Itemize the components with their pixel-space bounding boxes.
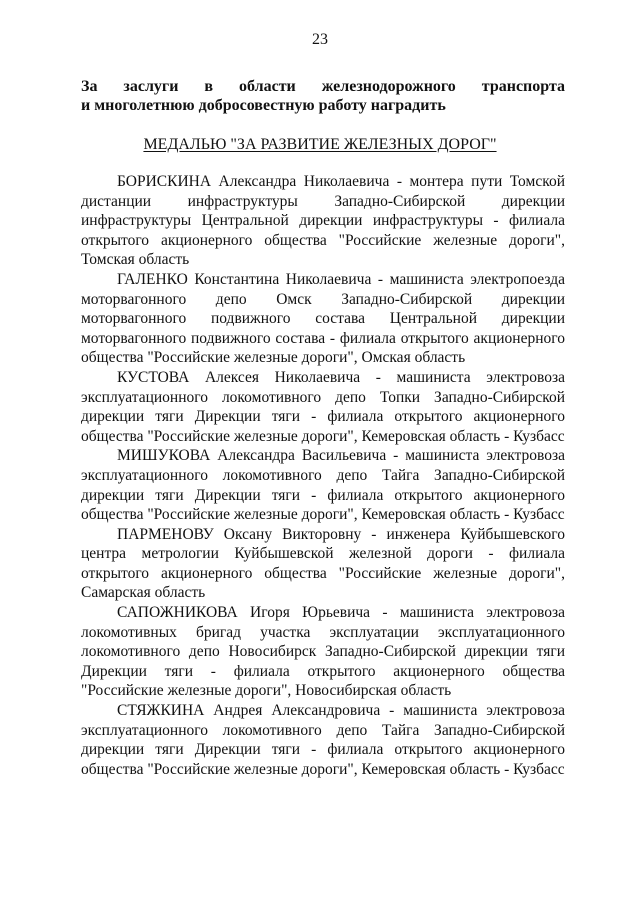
awardee-list (81, 172, 565, 779)
awardee-entry-mishukov: МИШУКОВА Александра Васильевича - машиниста электровоза эксплуатационного локомотивного депо Тайга Западно-Сибирской дирекции тяги Дирекции тяги - филиала открытого акционерного общества "Российские железные дороги", Кемеровская область - Кузбасс (81, 447, 565, 524)
page-number: 23 (312, 31, 328, 48)
heading-line-1: За заслуги в области железнодорожного транспорта (81, 78, 565, 95)
decree-heading (81, 77, 565, 115)
award-title: МЕДАЛЬЮ "ЗА РАЗВИТИЕ ЖЕЛЕЗНЫХ ДОРОГ" (143, 136, 497, 153)
awardee-entry-galenko: ГАЛЕНКО Константина Николаевича - машиниста электропоезда моторвагонного депо Омск Западно-Сибирской дирекции моторвагонного подвижного состава Центральной дирекции моторвагонного подвижного состава - филиала открытого акционерного общества "Российские железные дороги", Омская область (81, 270, 565, 367)
awardee-entry-sapozhnikov: САПОЖНИКОВА Игоря Юрьевича - машиниста электровоза локомотивных бригад участка эксплуатации эксплуатационного локомотивного депо Новосибирск Западно-Сибирской дирекции тяги Дирекции тяги - филиала открытого акционерного общества "Российские железные дороги", Новосибирская область (81, 604, 565, 700)
heading-line-2: и многолетнюю добросовестную работу наградить (81, 97, 446, 114)
awardee-entry-boriskin: БОРИСКИНА Александра Николаевича - монтера пути Томской дистанции инфраструктуры Западно-Сибирской дирекции инфраструктуры Центральной дирекции инфраструктуры - филиала открытого акционерного общества "Российские железные дороги", Томская область (81, 173, 565, 269)
awardee-entry-styazhkin: СТЯЖКИНА Андрея Александровича - машиниста электровоза эксплуатационного локомотивного депо Тайга Западно-Сибирской дирекции тяги Дирекции тяги - филиала открытого акционерного общества "Российские железные дороги", Кемеровская область - Кузбасс (81, 702, 565, 778)
awardee-entry-kustov: КУСТОВА Алексея Николаевича - машиниста электровоза эксплуатационного локомотивного депо Топки Западно-Сибирской дирекции тяги Дирекции тяги - филиала открытого акционерного общества "Российские железные дороги", Кемеровская область - Кузбасс (81, 368, 565, 445)
awardee-entry-parmenova: ПАРМЕНОВУ Оксану Викторовну - инженера Куйбышевского центра метрологии Куйбышевской железной дороги - филиала открытого акционерного общества "Российские железные дороги", Самарская область (81, 525, 565, 602)
